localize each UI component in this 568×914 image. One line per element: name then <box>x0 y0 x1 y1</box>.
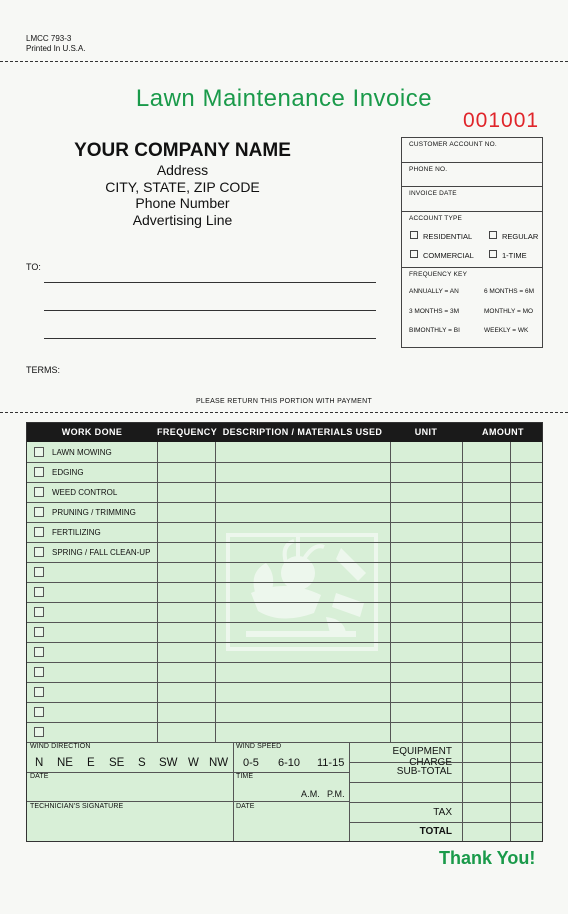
thank-you: Thank You! <box>439 848 536 868</box>
header-description: DESCRIPTION / MATERIALS USED <box>222 427 383 437</box>
wind-dir-se[interactable]: SE <box>109 757 125 769</box>
wind-direction-label: WIND DIRECTION <box>30 743 91 750</box>
frequency-key-section <box>402 268 542 347</box>
address-line-2[interactable] <box>44 310 376 311</box>
service-label: SPRING / FALL CLEAN-UP <box>52 548 151 557</box>
row-checkbox[interactable] <box>34 607 44 617</box>
freq-6months: 6 MONTHS = 6M <box>484 288 535 295</box>
invoice-number: 001001 <box>463 109 540 132</box>
column-divider <box>462 442 463 742</box>
table-row <box>27 462 543 482</box>
freq-annually: ANNUALLY = AN <box>409 288 459 295</box>
wind-dir-s[interactable]: S <box>138 757 146 769</box>
work-table <box>26 422 543 842</box>
header-amount: AMOUNT <box>482 427 524 437</box>
service-label: EDGING <box>52 468 84 477</box>
section-divider <box>27 801 349 802</box>
terms-label: TERMS: <box>26 365 61 375</box>
header-work-done: WORK DONE <box>61 427 123 437</box>
row-checkbox[interactable] <box>34 707 44 717</box>
technician-signature-label: TECHNICIAN'S SIGNATURE <box>30 803 124 810</box>
table-row <box>27 642 543 662</box>
pm-label[interactable]: P.M. <box>327 789 345 799</box>
return-note: PLEASE RETURN THIS PORTION WITH PAYMENT <box>195 398 373 405</box>
column-divider <box>215 442 216 742</box>
table-header <box>27 423 543 442</box>
frequency-key-label: FREQUENCY KEY <box>409 271 468 278</box>
freq-bimonthly: BIMONTHLY = BI <box>409 327 460 334</box>
perforation-top <box>0 61 568 62</box>
section-divider <box>27 772 349 773</box>
wind-dir-e[interactable]: E <box>87 757 95 769</box>
invoice-title: Lawn Maintenance Invoice <box>135 85 433 112</box>
table-row <box>27 502 543 522</box>
tax-label: TAX <box>433 807 452 818</box>
form-number: LMCC 793-3 <box>26 34 72 43</box>
row-checkbox[interactable] <box>34 687 44 697</box>
subtotal-label: SUB-TOTAL <box>396 766 452 777</box>
total-label: TOTAL <box>419 826 452 837</box>
regular-label: REGULAR <box>502 232 539 241</box>
row-checkbox[interactable] <box>34 567 44 577</box>
wind-speed-11-15[interactable]: 11-15 <box>317 757 345 769</box>
company-phone: Phone Number <box>135 195 230 211</box>
wind-dir-n[interactable]: N <box>35 757 44 769</box>
company-name: YOUR COMPANY NAME <box>74 140 291 161</box>
table-row <box>27 622 543 642</box>
column-divider <box>157 442 158 742</box>
printed-in: Printed In U.S.A. <box>26 44 86 53</box>
row-checkbox[interactable] <box>34 507 44 517</box>
wind-speed-label: WIND SPEED <box>236 743 282 750</box>
wind-dir-nw[interactable]: NW <box>209 757 229 769</box>
account-type-section <box>402 212 542 268</box>
table-row <box>27 602 543 622</box>
invoice-date-label: INVOICE DATE <box>409 190 457 197</box>
table-row <box>27 662 543 682</box>
phone-field[interactable] <box>402 163 542 187</box>
wind-dir-sw[interactable]: SW <box>159 757 178 769</box>
date-label: DATE <box>30 773 49 780</box>
table-row <box>27 722 543 742</box>
form-code <box>26 34 86 54</box>
customer-account-field[interactable] <box>402 138 542 163</box>
row-checkbox[interactable] <box>34 447 44 457</box>
column-divider <box>390 442 391 742</box>
to-label: TO: <box>26 262 41 272</box>
one-time-checkbox[interactable] <box>489 250 497 258</box>
column-divider <box>510 442 511 742</box>
commercial-label: COMMERCIAL <box>423 251 474 260</box>
regular-checkbox[interactable] <box>489 231 497 239</box>
wind-speed-6-10[interactable]: 6-10 <box>278 757 301 769</box>
column-divider <box>462 742 463 842</box>
table-row <box>27 482 543 502</box>
row-checkbox[interactable] <box>34 487 44 497</box>
residential-checkbox[interactable] <box>410 231 418 239</box>
company-block <box>30 140 335 228</box>
header-unit: UNIT <box>414 427 438 437</box>
freq-weekly: WEEKLY = WK <box>484 327 529 334</box>
row-checkbox[interactable] <box>34 587 44 597</box>
row-checkbox[interactable] <box>34 647 44 657</box>
row-checkbox[interactable] <box>34 667 44 677</box>
account-box <box>401 137 543 348</box>
signature-date-label: DATE <box>236 803 255 810</box>
equipment-charge-label: EQUIPMENT CHARGE <box>392 746 452 768</box>
address-line-3[interactable] <box>44 338 376 339</box>
table-row <box>27 582 543 602</box>
table-row <box>27 542 543 562</box>
wind-dir-w[interactable]: W <box>188 757 199 769</box>
table-row <box>27 682 543 702</box>
address-line-1[interactable] <box>44 282 376 283</box>
phone-label: PHONE NO. <box>409 166 448 173</box>
table-row <box>27 442 543 462</box>
wind-dir-ne[interactable]: NE <box>57 757 73 769</box>
row-checkbox[interactable] <box>34 467 44 477</box>
row-checkbox[interactable] <box>34 727 44 737</box>
company-city: CITY, STATE, ZIP CODE <box>105 178 260 195</box>
column-divider <box>510 742 511 842</box>
row-checkbox[interactable] <box>34 627 44 637</box>
row-checkbox[interactable] <box>34 547 44 557</box>
service-label: LAWN MOWING <box>52 448 112 457</box>
header-frequency: FREQUENCY <box>157 427 218 437</box>
commercial-checkbox[interactable] <box>410 250 418 258</box>
service-label: PRUNING / TRIMMING <box>52 508 136 517</box>
account-type-label: ACCOUNT TYPE <box>409 215 463 222</box>
one-time-label: 1-TIME <box>502 251 527 260</box>
row-divider <box>27 742 543 743</box>
customer-account-label: CUSTOMER ACCOUNT NO. <box>409 141 497 148</box>
service-label: WEED CONTROL <box>52 488 118 497</box>
company-advertising: Advertising Line <box>132 211 233 228</box>
residential-label: RESIDENTIAL <box>423 232 473 241</box>
company-address: Address <box>156 162 209 178</box>
wind-speed-0-5[interactable]: 0-5 <box>243 757 259 769</box>
freq-monthly: MONTHLY = MO <box>484 308 534 315</box>
invoice-date-field[interactable] <box>402 187 542 212</box>
freq-3months: 3 MONTHS = 3M <box>409 308 460 315</box>
table-row <box>27 522 543 542</box>
perforation-bottom <box>0 412 568 413</box>
table-row <box>27 702 543 722</box>
row-checkbox[interactable] <box>34 527 44 537</box>
service-label: FERTILIZING <box>52 528 101 537</box>
time-label: TIME <box>236 773 254 780</box>
section-divider <box>233 742 234 842</box>
am-label[interactable]: A.M. <box>301 789 320 799</box>
table-row <box>27 562 543 582</box>
